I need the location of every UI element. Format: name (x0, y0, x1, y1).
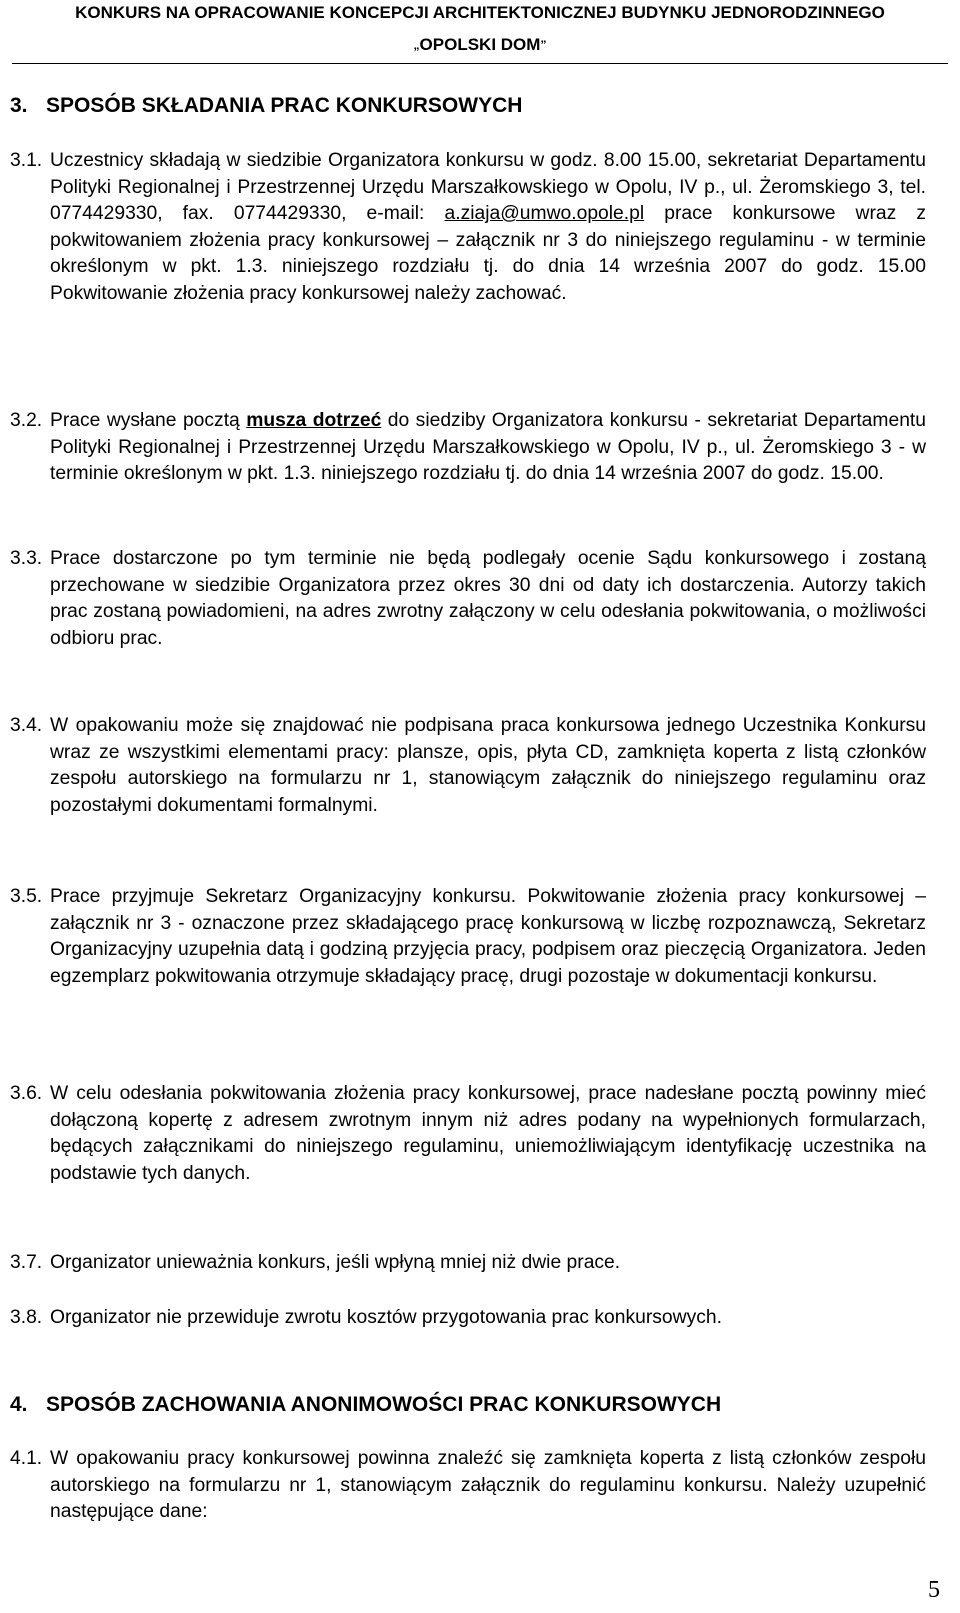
paragraph-body (50, 884, 926, 990)
paragraph-3-7 (10, 1250, 926, 1277)
paragraph-text: Organizator nie przewiduje zwrotu kosztów przygotowania prac konkursowych. (50, 1307, 722, 1328)
header-close-quote: ” (540, 38, 547, 52)
paragraph-number: 3.3. (10, 548, 43, 569)
header-divider (12, 63, 948, 64)
section-3-heading (10, 93, 522, 119)
paragraph-number: 3.6. (10, 1083, 43, 1104)
paragraph-4-1 (10, 1446, 926, 1523)
paragraph-body (50, 1250, 926, 1277)
header-title: KONKURS NA OPRACOWANIE KONCEPCJI ARCHITEKTONICZNEJ BUDYNKU JEDNORODZINNEGO (75, 3, 885, 22)
paragraph-body (50, 1305, 926, 1332)
paragraph-text: W opakowaniu może się znajdować nie podpisana praca konkursowa jednego Uczestnika Konkursu wraz ze wszystkimi elementami pracy: plansze, opis, płyta CD, zamknięta koperta z listą członków zespołu autorskiego na formularzu nr 1, stanowiącym załącznik do niniejszego regulaminu oraz pozostałymi dokumentami formalnymi. (50, 715, 926, 816)
paragraph-body (50, 546, 926, 652)
page-number: 5 (928, 1577, 940, 1603)
paragraph-number: 3.1. (10, 150, 43, 171)
paragraph-body (50, 1081, 926, 1187)
section-4-heading (10, 1392, 721, 1418)
header-open-quote: „ (413, 38, 420, 52)
section-4-number: 4. (10, 1393, 28, 1416)
paragraph-number: 3.2. (10, 410, 43, 431)
paragraph-text: Prace przyjmuje Sekretarz Organizacyjny konkursu. Pokwitowanie złożenia pracy konkursowej – załącznik nr 3 - oznaczone przez składającego pracę konkursową w liczbę rozpoznawczą, Sekretarz Organizacyjny uzupełnia datą i godziną przyjęcia pracy, podpisem oraz pieczęcią Organizatora. Jeden egzemplarz pokwitowania otrzymuje składający pracę, drugi pozostaje w dokumentacji konkursu. (50, 886, 926, 987)
paragraph-number: 3.5. (10, 886, 43, 907)
paragraph-text: Prace dostarczone po tym terminie nie będą podlegały ocenie Sądu konkursowego i zostaną przechowane w siedzibie Organizatora przez okres 30 dni od daty ich dostarczenia. Autorzy takich prac zostaną powiadomieni, na adres zwrotny załączony w celu odesłania pokwitowania, o możliwości odbioru prac. (50, 548, 926, 649)
paragraph-text: Prace wysłane pocztą (50, 410, 247, 431)
paragraph-number: 4.1. (10, 1448, 43, 1469)
email-link[interactable]: a.ziaja@umwo.opole.pl (444, 203, 645, 225)
paragraph-text: Uczestnicy składają w siedzibie Organizatora konkursu w godz. 8.00 15.00, sekretariat Departamentu Polityki Regionalnej i Przestrzennej Urzędu Marszałkowskiego w Opolu, IV p., ul. Żeromskiego 3, tel. 0774429330, fax. 0774429330, e-mail: (50, 150, 926, 225)
paragraph-text: W opakowaniu pracy konkursowej powinna znaleźć się zamknięta koperta z listą członków zespołu autorskiego na formularzu nr 1, stanowiącym załącznik do regulaminu konkursu. Należy uzupełnić następujące dane: (50, 1448, 926, 1523)
section-3-number: 3. (10, 94, 28, 117)
paragraph-body (50, 408, 926, 488)
paragraph-text: W celu odesłania pokwitowania złożenia pracy konkursowej, prace nadesłane pocztą powinny mieć dołączoną kopertę z adresem zwrotnym innym niż adres podany na wypełnionych formularzach, będących załącznikami do niniejszego regulaminu, uniemożliwiającym identyfikację uczestnika na podstawie tych danych. (50, 1083, 926, 1184)
header-subtitle (0, 34, 960, 56)
paragraph-number: 3.4. (10, 715, 43, 736)
section-3-title: SPOSÓB SKŁADANIA PRAC KONKURSOWYCH (46, 94, 523, 117)
section-4-title: SPOSÓB ZACHOWANIA ANONIMOWOŚCI PRAC KONKURSOWYCH (46, 1393, 722, 1416)
paragraph-text: Organizator unieważnia konkurs, jeśli wpłyną mniej niż dwie prace. (50, 1252, 621, 1273)
paragraph-number: 3.8. (10, 1307, 43, 1328)
paragraph-3-6 (10, 1081, 926, 1184)
paragraph-3-1 (10, 148, 926, 304)
paragraph-3-5 (10, 884, 926, 987)
paragraph-3-4 (10, 713, 926, 816)
paragraph-text: prace konkursowe wraz z pokwitowaniem złożenia pracy konkursowej – załącznik nr 3 do niniejszego regulaminu - w terminie określonym w pkt. 1.3. niniejszego rozdziału tj. do dnia 14 września 2007 do godz. 15.00 Pokwitowanie złożenia pracy konkursowej należy zachować. (50, 203, 926, 304)
paragraph-body (50, 1446, 926, 1526)
paragraph-3-3 (10, 546, 926, 649)
header-project-name: OPOLSKI DOM (419, 35, 541, 54)
emphasis-text: musza dotrzeć (246, 410, 382, 431)
paragraph-3-2 (10, 408, 926, 485)
paragraph-body (50, 713, 926, 819)
paragraph-3-8 (10, 1305, 926, 1332)
paragraph-text: do siedziby Organizatora konkursu - sekretariat Departamentu Polityki Regionalnej i Przestrzennej Urzędu Marszałkowskiego w Opolu, IV p., ul. Żeromskiego 3 - w terminie określonym w pkt. 1.3. niniejszego rozdziału tj. do dnia 14 września 2007 do godz. 15.00. (50, 410, 926, 485)
paragraph-body (50, 148, 926, 308)
paragraph-number: 3.7. (10, 1252, 43, 1273)
